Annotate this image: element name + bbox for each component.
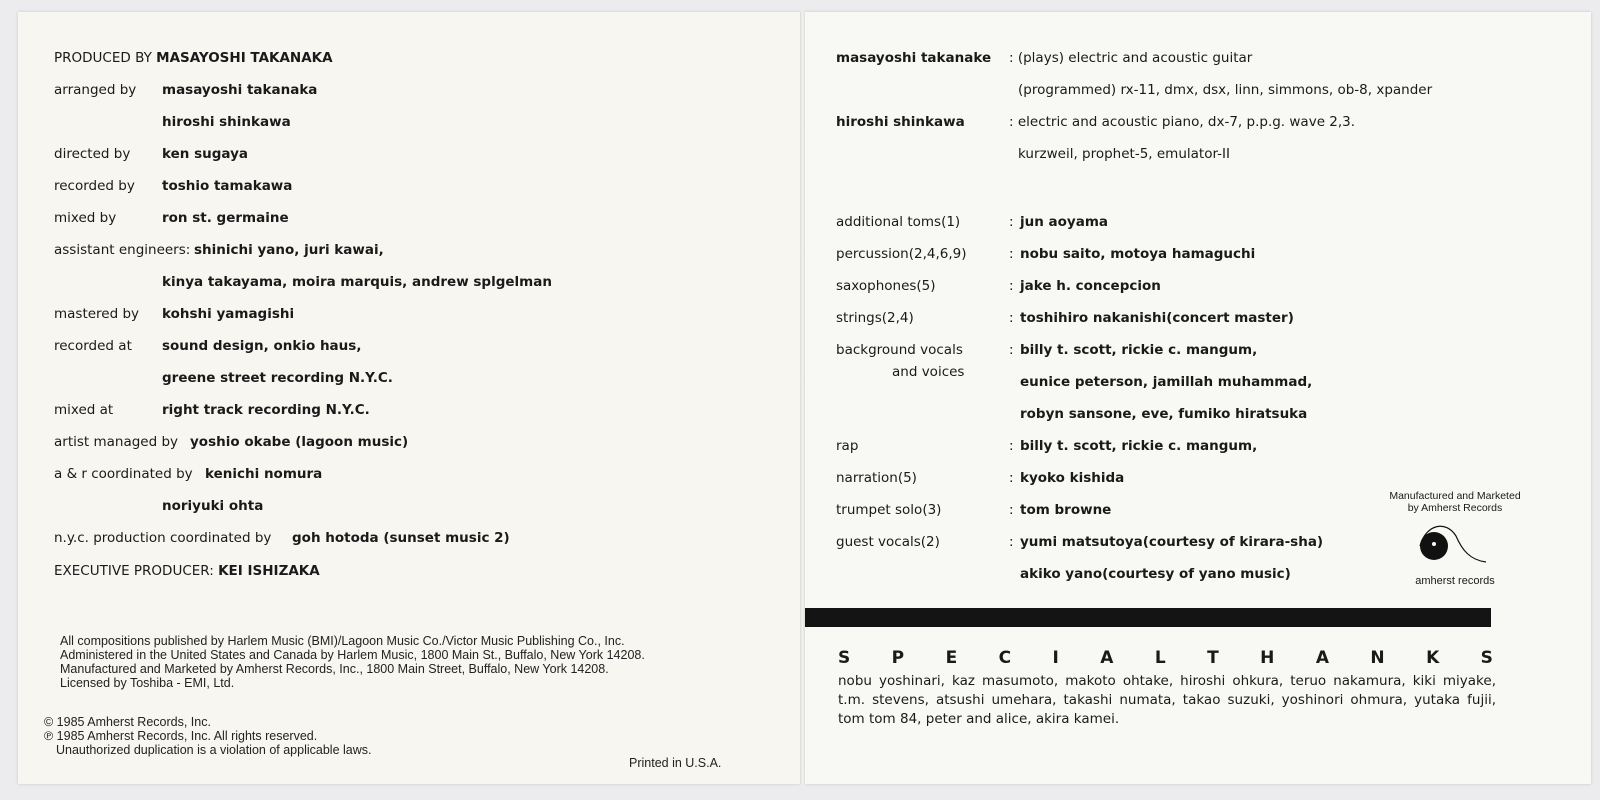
special-thanks-letter: E bbox=[945, 648, 959, 668]
center-fold bbox=[800, 12, 805, 784]
produced-by-line bbox=[54, 50, 333, 66]
credit-value: ken sugaya bbox=[162, 146, 248, 162]
credit-label: mastered by bbox=[54, 306, 140, 322]
special-thanks-letter: C bbox=[998, 648, 1013, 668]
guest-colon: : bbox=[1009, 502, 1014, 518]
guest-colon: : bbox=[1009, 214, 1014, 230]
guest-names: toshihiro nakanishi(concert master) bbox=[1020, 310, 1294, 326]
guest-colon: : bbox=[1009, 534, 1014, 550]
credit-value: masayoshi takanaka bbox=[162, 82, 318, 98]
guest-colon: : bbox=[1009, 246, 1014, 262]
guest-colon: : bbox=[1009, 342, 1014, 358]
credit-value: noriyuki ohta bbox=[162, 498, 264, 514]
guest-names: billy t. scott, rickie c. mangum, bbox=[1020, 438, 1258, 454]
credit-label: directed by bbox=[54, 146, 131, 162]
special-thanks-letter: K bbox=[1426, 648, 1441, 668]
executive-producer-line bbox=[54, 563, 320, 579]
credit-label: a & r coordinated by bbox=[54, 466, 193, 482]
credit-value: kenichi nomura bbox=[205, 466, 323, 482]
guest-role: percussion(2,4,6,9) bbox=[836, 246, 967, 262]
credit-value: kinya takayama, moira marquis, andrew splgelman bbox=[162, 274, 552, 290]
guest-role: additional toms(1) bbox=[836, 214, 961, 230]
guest-colon: : bbox=[1009, 310, 1014, 326]
credit-value: kohshi yamagishi bbox=[162, 306, 295, 322]
guest-names: jun aoyama bbox=[1020, 214, 1109, 230]
special-thanks-names: nobu yoshinari, kaz masumoto, makoto ohtake, hiroshi ohkura, teruo nakamura, kiki miyake, t.m. stevens, atsushi umehara, takashi numata, takao suzuki, yoshinori ohmura, yutaka fujii, tom tom 84, peter and alice, akira kamei. bbox=[838, 673, 1496, 727]
musician-instruments: (programmed) rx-11, dmx, dsx, linn, simmons, ob-8, xpander bbox=[1018, 82, 1433, 98]
guest-role: saxophones(5) bbox=[836, 278, 936, 294]
guest-names: billy t. scott, rickie c. mangum, bbox=[1020, 342, 1258, 358]
amherst-logo-icon bbox=[1412, 520, 1492, 574]
special-thanks-letter: L bbox=[1154, 648, 1167, 668]
musician-instruments: kurzweil, prophet-5, emulator-II bbox=[1018, 146, 1230, 162]
legal-line: Licensed by Toshiba - EMI, Ltd. bbox=[60, 676, 235, 690]
executive-producer-prefix: EXECUTIVE PRODUCER: bbox=[54, 563, 214, 579]
guest-names: kyoko kishida bbox=[1020, 470, 1125, 486]
executive-producer-name: KEI ISHIZAKA bbox=[218, 563, 320, 579]
credit-value: sound design, onkio haus, bbox=[162, 338, 362, 354]
special-thanks-letter: T bbox=[1207, 648, 1220, 668]
legal-line: All compositions published by Harlem Music (BMI)/Lagoon Music Co./Victor Music Publishing Co., Inc. bbox=[60, 634, 625, 648]
special-thanks-letter: S bbox=[838, 648, 852, 668]
duplication-warning: Unauthorized duplication is a violation of applicable laws. bbox=[56, 743, 372, 757]
copyright-line: © 1985 Amherst Records, Inc. bbox=[44, 715, 211, 729]
guest-names: robyn sansone, eve, fumiko hiratsuka bbox=[1020, 406, 1308, 422]
musician-name: masayoshi takanake bbox=[836, 50, 992, 66]
special-thanks-letter: A bbox=[1100, 648, 1115, 668]
credit-label: arranged by bbox=[54, 82, 137, 98]
guest-names: yumi matsutoya(courtesy of kirara-sha) bbox=[1020, 534, 1324, 550]
credit-label: recorded by bbox=[54, 178, 135, 194]
producer-name: MASAYOSHI TAKANAKA bbox=[156, 50, 333, 66]
special-thanks-letter: I bbox=[1052, 648, 1060, 668]
guest-role-line2: and voices bbox=[892, 364, 965, 380]
legal-line: Manufactured and Marketed by Amherst Records, Inc., 1800 Main Street, Buffalo, New York 14208. bbox=[60, 662, 609, 676]
guest-role: guest vocals(2) bbox=[836, 534, 940, 550]
logo-caption bbox=[1375, 490, 1535, 514]
guest-colon: : bbox=[1009, 470, 1014, 486]
special-thanks-letter: S bbox=[1480, 648, 1494, 668]
special-thanks-letter: H bbox=[1260, 648, 1276, 668]
credit-label: artist managed by bbox=[54, 434, 179, 450]
credit-label: mixed by bbox=[54, 210, 117, 226]
credit-value: right track recording N.Y.C. bbox=[162, 402, 370, 418]
logo-caption-line: by Amherst Records bbox=[1407, 502, 1503, 514]
publishing-notice bbox=[60, 634, 645, 690]
divider-bar bbox=[805, 608, 1491, 627]
credit-value: greene street recording N.Y.C. bbox=[162, 370, 393, 386]
logo-name: amherst records bbox=[1415, 575, 1495, 587]
credit-label: n.y.c. production coordinated by bbox=[54, 530, 272, 546]
musician-instruments: : (plays) electric and acoustic guitar bbox=[1009, 50, 1253, 66]
credit-label: recorded at bbox=[54, 338, 132, 354]
credit-value: goh hotoda (sunset music 2) bbox=[292, 530, 510, 546]
special-thanks-letter: A bbox=[1315, 648, 1330, 668]
credit-value: yoshio okabe (lagoon music) bbox=[190, 434, 409, 450]
special-thanks-letter: P bbox=[891, 648, 906, 668]
special-thanks-heading bbox=[838, 648, 1494, 668]
guest-names: tom browne bbox=[1020, 502, 1112, 518]
produced-by-prefix: PRODUCED BY bbox=[54, 50, 152, 66]
credit-value: shinichi yano, juri kawai, bbox=[194, 242, 384, 258]
printed-in: Printed in U.S.A. bbox=[629, 756, 722, 770]
guest-role: narration(5) bbox=[836, 470, 917, 486]
legal-line: Administered in the United States and Canada by Harlem Music, 1800 Main St., Buffalo, New York 14208. bbox=[60, 648, 645, 662]
credit-label: assistant engineers: bbox=[54, 242, 191, 258]
guest-names: nobu saito, motoya hamaguchi bbox=[1020, 246, 1256, 262]
musician-name: hiroshi shinkawa bbox=[836, 114, 965, 130]
guest-role: rap bbox=[836, 438, 859, 454]
special-thanks-letter: N bbox=[1370, 648, 1386, 668]
guest-colon: : bbox=[1009, 438, 1014, 454]
guest-colon: : bbox=[1009, 278, 1014, 294]
guest-names: akiko yano(courtesy of yano music) bbox=[1020, 566, 1291, 582]
guest-role: background vocals bbox=[836, 342, 963, 358]
credit-value: ron st. germaine bbox=[162, 210, 289, 226]
credit-label: mixed at bbox=[54, 402, 114, 418]
musician-instruments: : electric and acoustic piano, dx-7, p.p.g. wave 2,3. bbox=[1009, 114, 1356, 130]
logo-caption-line: Manufactured and Marketed bbox=[1389, 490, 1521, 502]
guest-names: eunice peterson, jamillah muhammad, bbox=[1020, 374, 1313, 390]
guest-role: strings(2,4) bbox=[836, 310, 914, 326]
guest-names: jake h. concepcion bbox=[1020, 278, 1161, 294]
credit-value: toshio tamakawa bbox=[162, 178, 293, 194]
guest-role: trumpet solo(3) bbox=[836, 502, 942, 518]
copyright-notice bbox=[44, 715, 371, 757]
credit-value: hiroshi shinkawa bbox=[162, 114, 291, 130]
phonogram-line: ℗ 1985 Amherst Records, Inc. All rights reserved. bbox=[44, 729, 318, 743]
